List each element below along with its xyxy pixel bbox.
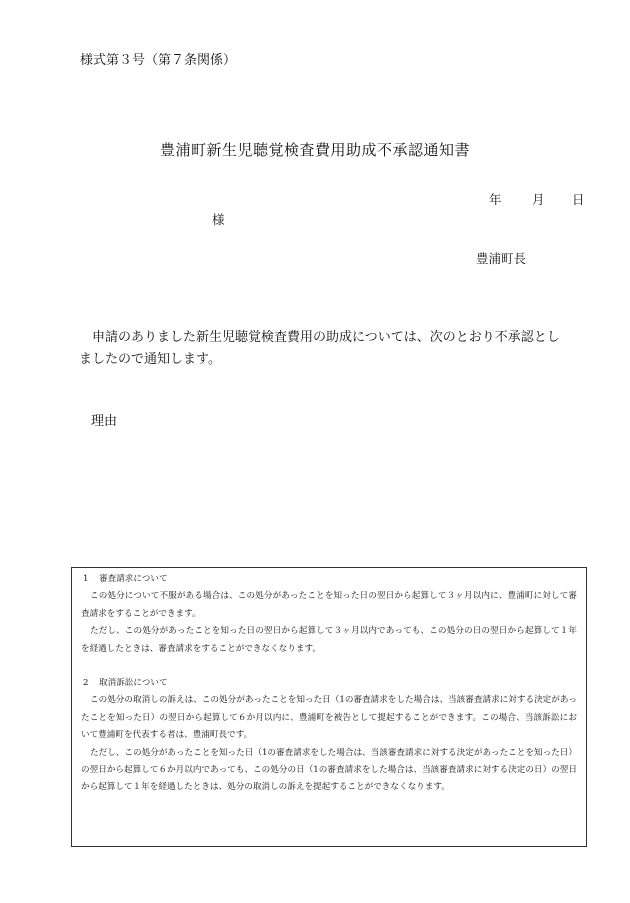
- section-heading-revocation-suit: [81, 675, 577, 692]
- section-number: 2: [83, 678, 89, 689]
- date-month-label: 月: [532, 192, 545, 207]
- section-heading-text: 取消訴訟について: [99, 678, 168, 689]
- date-line: [489, 190, 585, 208]
- appeal-notice-box: [71, 567, 587, 847]
- date-day-label: 日: [572, 192, 585, 207]
- section-paragraph: ただし、この処分があったことを知った日の翌日から起算して３ヶ月以内であっても、この処分の日の翌日から起算して１年を経過したときは、審査請求をすることができなくなります。: [81, 626, 577, 654]
- document-title: 豊浦町新生児聴覚検査費用助成不承認通知書: [159, 141, 470, 159]
- section-paragraph: この処分の取消しの訴えは、この処分があったことを知った日（1の審査請求をした場合は、当該審査請求に対する決定があったことを知った日）の翌日から起算して６か月以内に、豊浦町を被告として提起することができます。この場合、当該訴訟において豊浦町を代表する者は、豊浦町長です。: [81, 695, 577, 741]
- section-heading-review-request: [81, 571, 577, 588]
- section-number: 1: [83, 574, 89, 584]
- date-year-label: 年: [489, 192, 502, 207]
- notice-body-text: 申請のありました新生児聴覚検査費用の助成については、次のとおり不承認としましたので通知します。: [79, 330, 560, 367]
- form-number: 様式第３号（第７条関係）: [80, 53, 237, 68]
- section-spacer: [81, 658, 577, 675]
- issuer-name: 豊浦町長: [476, 251, 527, 266]
- reason-label: 理由: [91, 414, 118, 429]
- section-paragraph: この処分について不服がある場合は、この処分があったことを知った日の翌日から起算して３ヶ月以内に、豊浦町に対して審査請求をすることができます。: [81, 591, 577, 619]
- section-heading-text: 審査請求について: [99, 574, 168, 584]
- addressee-suffix: 様: [212, 212, 225, 227]
- section-paragraph: ただし、この処分があったことを知った日（1の審査請求をした場合は、当該審査請求に対する決定があったことを知った日）の翌日から起算して６か月以内であっても、この処分の日（1の審査請求をした場合は、当該審査請求に対する決定の日）の翌日から起算して１年を経過したときは、処分の取消しの訴えを提起することができなくなります。: [81, 747, 577, 793]
